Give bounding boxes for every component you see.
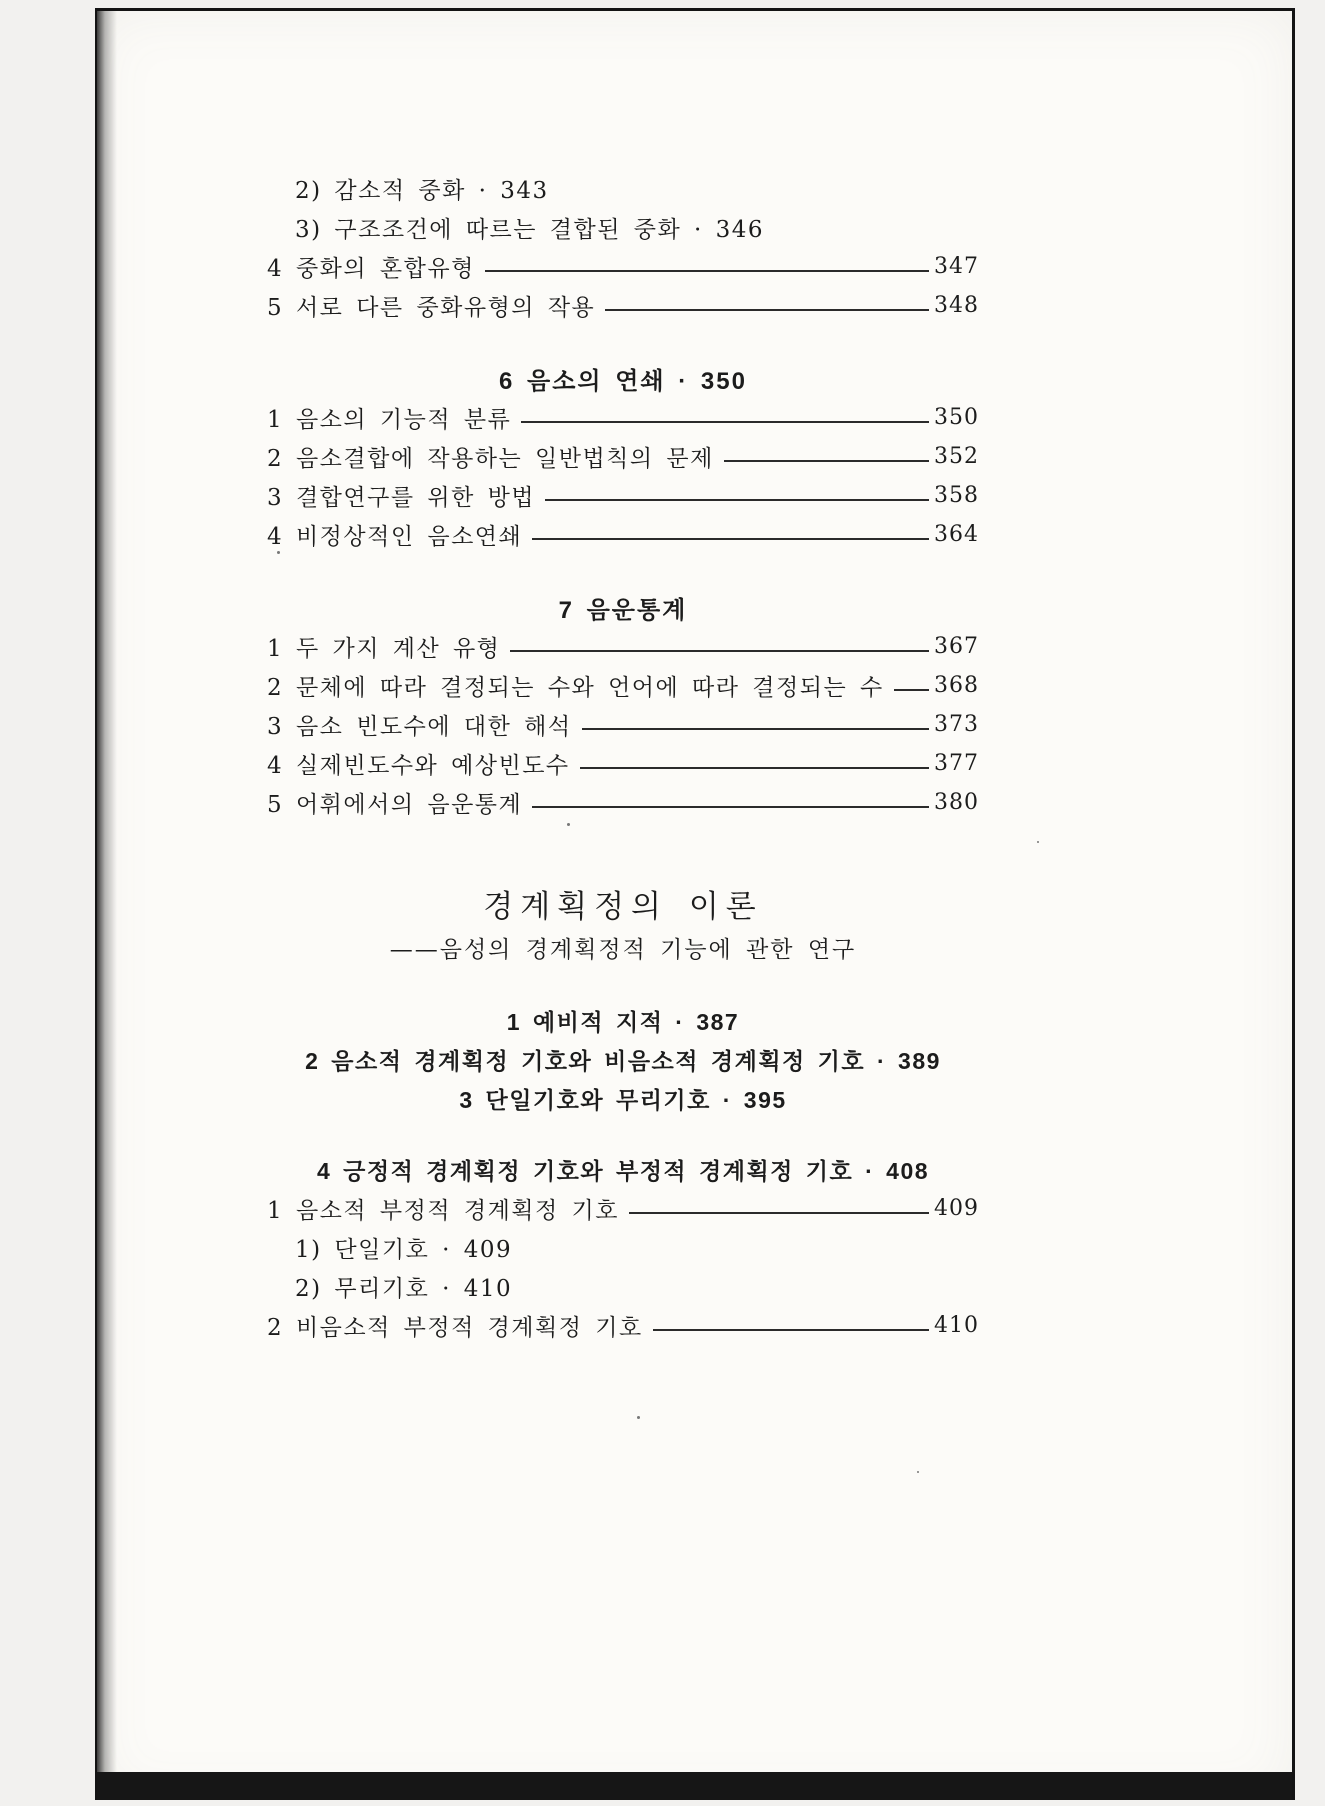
subentry-label: 3) 구조조건에 따르는 결합된 중화 · 346	[295, 217, 765, 243]
scan-speck	[277, 551, 280, 554]
toc-entry	[267, 1306, 979, 1345]
entry-label: 5 서로 다른 중화유형의 작용	[267, 295, 596, 321]
entry-label: 2 비음소적 부정적 경계획정 기호	[267, 1315, 643, 1341]
section-heading-label: 3 단일기호와 무리기호 · 395	[459, 1087, 787, 1113]
toc-subentry	[267, 169, 979, 208]
part-title	[267, 878, 979, 928]
toc-entry	[267, 744, 979, 783]
entry-page-number: 373	[934, 712, 979, 737]
chapter-heading-label: 7 음운통계	[558, 597, 688, 624]
toc-entry	[267, 515, 979, 554]
chapter-heading	[267, 359, 979, 398]
leader-line	[629, 1212, 929, 1214]
toc-entry	[267, 437, 979, 476]
scan-bottom-edge	[97, 1772, 1292, 1800]
entry-page-number: 368	[934, 673, 979, 698]
subentry-label: 1) 단일기호 · 409	[295, 1237, 513, 1263]
entry-page-number: 350	[934, 405, 979, 430]
subentry-label: 2) 무리기호 · 410	[295, 1276, 513, 1302]
leader-line	[532, 806, 929, 808]
entry-label: 4 실제빈도수와 예상빈도수	[267, 753, 570, 779]
leader-line	[894, 689, 929, 691]
entry-page-number: 347	[934, 254, 979, 279]
toc-entry	[267, 666, 979, 705]
section-heading	[267, 1150, 979, 1189]
chapter-heading	[267, 588, 979, 627]
toc-entry	[267, 627, 979, 666]
part-title-label: 경계획정의 이론	[483, 888, 763, 925]
leader-line	[582, 728, 929, 730]
toc-subentry	[267, 208, 979, 247]
entry-page-number: 358	[934, 483, 979, 508]
toc-entry	[267, 705, 979, 744]
toc-subentry	[267, 1267, 979, 1306]
entry-page-number: 409	[934, 1196, 979, 1221]
toc-content	[267, 169, 979, 1345]
part-subtitle-label: ——음성의 경계획정적 기능에 관한 연구	[389, 937, 857, 963]
part-subtitle	[267, 928, 979, 967]
toc-entry	[267, 247, 979, 286]
section-heading	[267, 1001, 979, 1040]
section-heading-label: 4 긍정적 경계획정 기호와 부정적 경계획정 기호 · 408	[316, 1158, 930, 1184]
entry-label: 1 두 가지 계산 유형	[267, 636, 501, 662]
section-heading	[267, 1079, 979, 1118]
leader-line	[580, 767, 929, 769]
entry-label: 5 어휘에서의 음운통계	[267, 792, 523, 818]
entry-label: 2 문체에 따라 결정되는 수와 언어에 따라 결정되는 수	[267, 675, 884, 701]
leader-line	[532, 538, 929, 540]
leader-line	[605, 309, 929, 311]
entry-page-number: 367	[934, 634, 979, 659]
scan-speck	[1037, 841, 1039, 843]
entry-page-number: 380	[934, 790, 979, 815]
toc-entry	[267, 783, 979, 822]
section-heading-label: 1 예비적 지적 · 387	[506, 1009, 740, 1035]
leader-line	[510, 650, 929, 652]
entry-label: 3 결합연구를 위한 방법	[267, 485, 536, 511]
entry-page-number: 352	[934, 444, 979, 469]
entry-page-number: 377	[934, 751, 979, 776]
toc-entry	[267, 398, 979, 437]
leader-line	[545, 499, 929, 501]
entry-page-number: 410	[934, 1313, 979, 1338]
entry-page-number: 348	[934, 293, 979, 318]
section-heading-label: 2 음소적 경계획정 기호와 비음소적 경계획정 기호 · 389	[305, 1048, 941, 1074]
leader-line	[653, 1329, 929, 1331]
scan-speck	[917, 1471, 919, 1473]
entry-label: 2 음소결합에 작용하는 일반법칙의 문제	[267, 446, 714, 472]
toc-entry	[267, 1189, 979, 1228]
entry-label: 1 음소의 기능적 분류	[267, 407, 512, 433]
entry-label: 1 음소적 부정적 경계획정 기호	[267, 1198, 619, 1224]
leader-line	[521, 421, 929, 423]
book-page	[95, 8, 1295, 1800]
spine-shadow	[97, 11, 117, 1800]
entry-label: 4 비정상적인 음소연쇄	[267, 524, 523, 550]
chapter-heading-label: 6 음소의 연쇄 · 350	[499, 368, 747, 395]
toc-entry	[267, 286, 979, 325]
leader-line	[724, 460, 929, 462]
scan-speck	[567, 823, 570, 826]
entry-label: 3 음소 빈도수에 대한 해석	[267, 714, 572, 740]
subentry-label: 2) 감소적 중화 · 343	[295, 178, 549, 204]
scan-speck	[637, 1416, 640, 1419]
entry-label: 4 중화의 혼합유형	[267, 256, 475, 282]
toc-subentry	[267, 1228, 979, 1267]
toc-entry	[267, 476, 979, 515]
leader-line	[485, 270, 929, 272]
section-heading	[267, 1040, 979, 1079]
entry-page-number: 364	[934, 522, 979, 547]
